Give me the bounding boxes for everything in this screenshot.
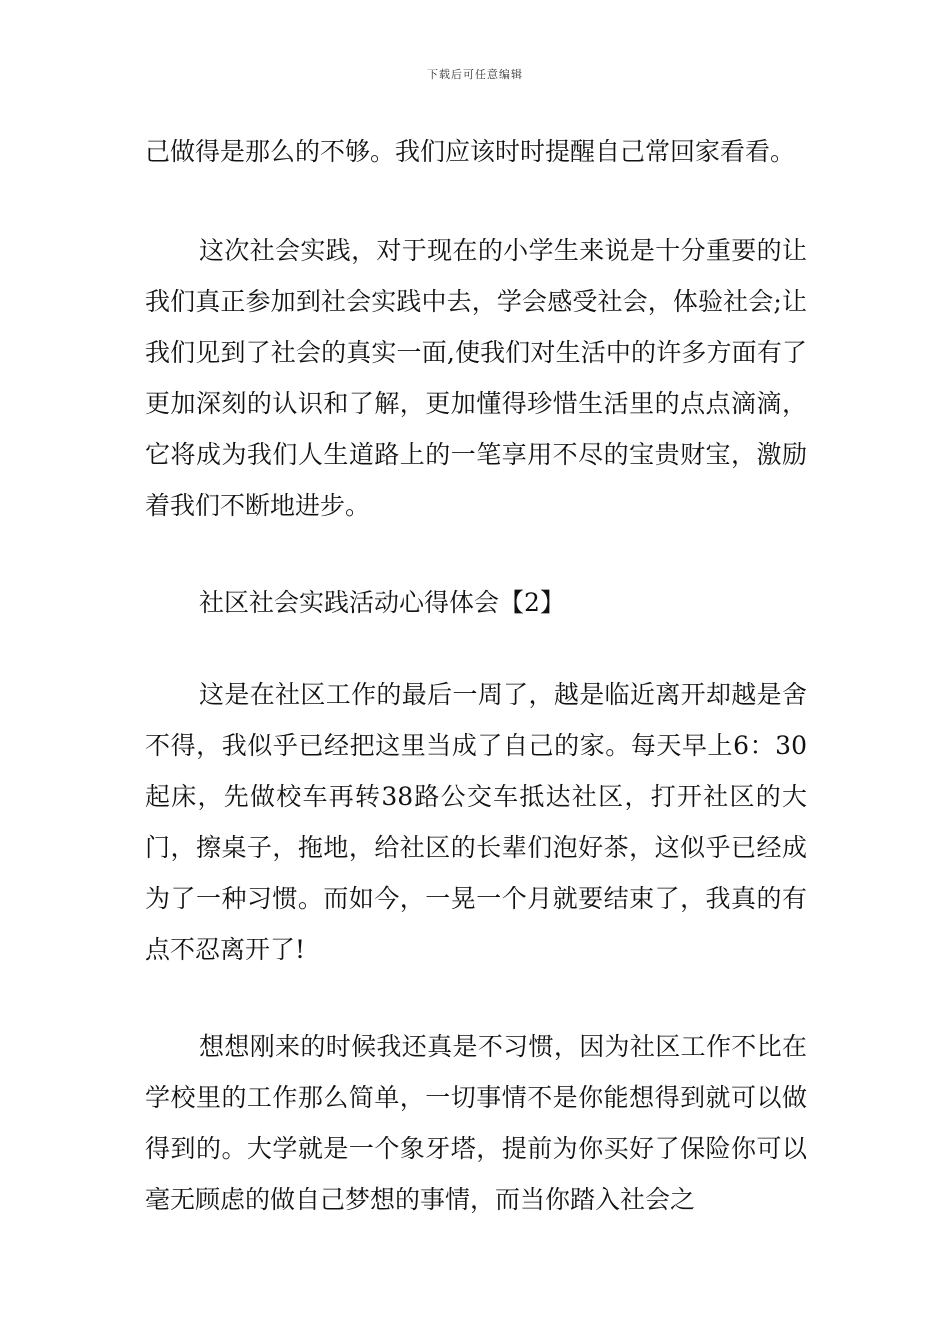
header-note: 下载后可任意编辑 (427, 68, 523, 81)
section-heading: 社区社会实践活动心得体会【2】 (199, 588, 565, 617)
paragraph-continuation: 己做得是那么的不够。我们应该时时提醒自己常回家看看。 (145, 137, 796, 166)
paragraph-social-practice: 这次社会实践，对于现在的小学生来说是十分重要的让我们真正参加到社会实践中去，学会感受社会，体验社会;让我们见到了社会的真实一面,使我们对生活中的许多方面有了更加深刻的认识和了解，更加懂得珍惜生活里的点点滴滴，它将成为我们人生道路上的一笔享用不尽的宝贵财宝，激励着我们不断地进步。 (145, 236, 807, 520)
paragraph-last-week: 这是在社区工作的最后一周了，越是临近离开却越是舍不得，我似乎已经把这里当成了自己的家。每天早上6：30起床，先做校车再转38路公交车抵达社区，打开社区的大门，擦桌子，拖地，给社区的长辈们泡好茶，这似乎已经成为了一种习惯。而如今，一晃一个月就要结束了，我真的有点不忍离开了! (145, 680, 807, 964)
paragraph-first-days: 想想刚来的时候我还真是不习惯，因为社区工作不比在学校里的工作那么简单，一切事情不是你能想得到就可以做得到的。大学就是一个象牙塔，提前为你买好了保险你可以毫无顾虑的做自己梦想的事情，而当你踏入社会之 (145, 1032, 807, 1214)
